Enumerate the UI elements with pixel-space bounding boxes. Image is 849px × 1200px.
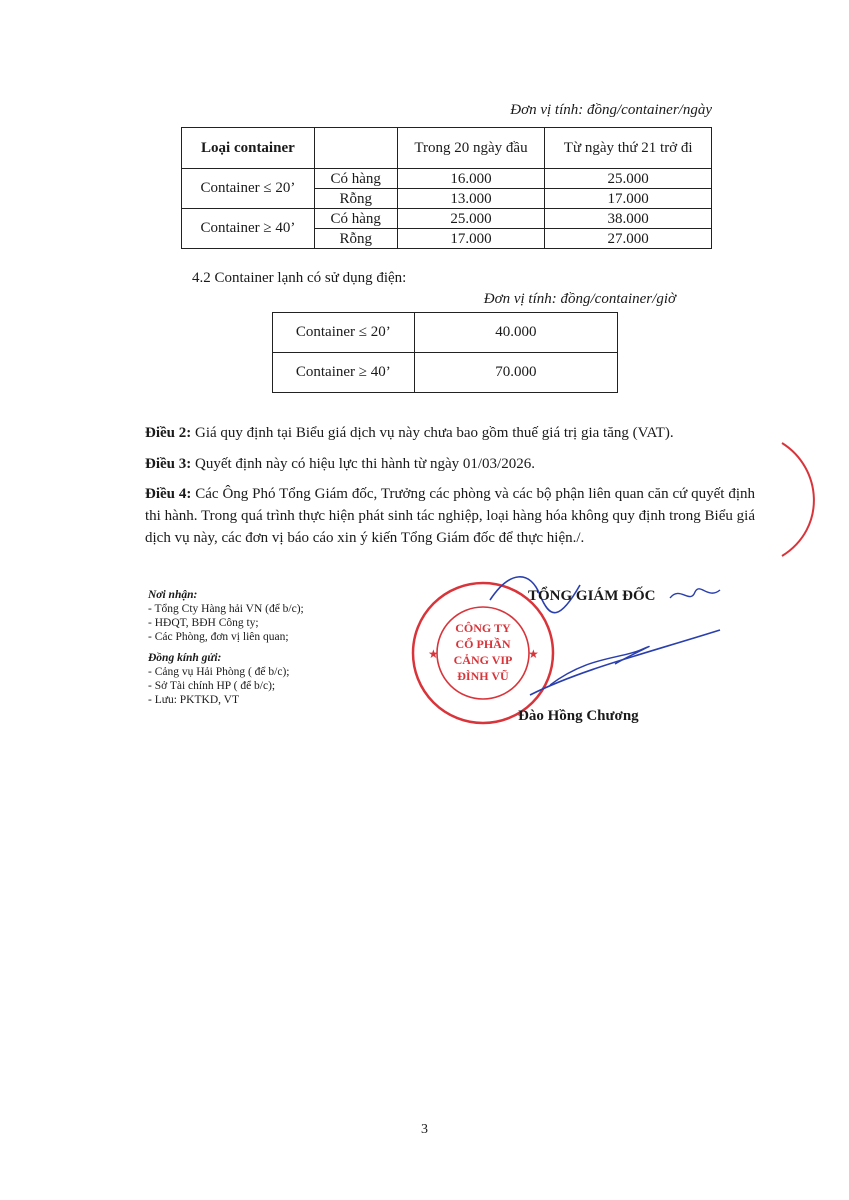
recipients-block <box>148 588 408 707</box>
signer-name: Đào Hồng Chương <box>518 708 639 724</box>
price-cell: 13.000 <box>397 189 545 209</box>
price-cell: 25.000 <box>397 209 545 229</box>
price-cell: 27.000 <box>545 229 712 249</box>
table-header-row <box>182 128 712 169</box>
container-type: Container ≥ 40’ <box>273 353 415 393</box>
stamp-line: CỔ PHẦN <box>455 637 511 651</box>
section-4-2-title: 4.2 Container lạnh có sử dụng điện: <box>192 270 407 286</box>
reefer-fee-table <box>272 312 618 393</box>
article-2 <box>145 422 755 444</box>
handwritten-signature <box>470 560 730 710</box>
list-item: - Cảng vụ Hải Phòng ( để b/c); <box>148 666 290 678</box>
signer-title: TỔNG GIÁM ĐỐC <box>528 588 656 604</box>
article-3 <box>145 453 755 475</box>
header-type: Loại container <box>182 128 315 169</box>
header-status <box>314 128 397 169</box>
status-cell: Có hàng <box>314 169 397 189</box>
star-icon: ★ <box>528 647 539 661</box>
table-row <box>182 169 712 189</box>
table-row <box>273 353 618 393</box>
price-cell: 16.000 <box>397 169 545 189</box>
table2-unit: Đơn vị tính: đồng/container/giờ <box>483 291 676 307</box>
status-cell: Có hàng <box>314 209 397 229</box>
list-item: - Các Phòng, đơn vị liên quan; <box>148 631 289 643</box>
container-type: Container ≥ 40’ <box>182 209 315 249</box>
price-cell: 25.000 <box>545 169 712 189</box>
price-cell: 17.000 <box>545 189 712 209</box>
container-type: Container ≤ 20’ <box>182 169 315 209</box>
cc-heading: Đồng kính gửi: <box>148 652 222 664</box>
recipients-heading: Nơi nhận: <box>148 589 198 601</box>
table-row <box>273 313 618 353</box>
article-4 <box>145 483 755 549</box>
header-from21: Từ ngày thứ 21 trở đi <box>545 128 712 169</box>
article-text: Giá quy định tại Biểu giá dịch vụ này chưa bao gồm thuế giá trị gia tăng (VAT). <box>191 425 674 441</box>
table-row <box>182 209 712 229</box>
article-text: Quyết định này có hiệu lực thi hành từ ngày 01/03/2026. <box>191 456 535 472</box>
container-type: Container ≤ 20’ <box>273 313 415 353</box>
storage-fee-table <box>181 127 712 249</box>
page-number: 3 <box>421 1122 428 1137</box>
price-cell: 40.000 <box>414 313 617 353</box>
header-first20: Trong 20 ngày đầu <box>397 128 545 169</box>
table1-unit: Đơn vị tính: đồng/container/ngày <box>510 102 712 118</box>
star-icon: ★ <box>428 647 439 661</box>
list-item: - Sở Tài chính HP ( để b/c); <box>148 680 276 692</box>
price-cell: 17.000 <box>397 229 545 249</box>
stamp-line: ĐÌNH VŨ <box>457 669 509 683</box>
stamp-line: CẢNG VIP <box>453 653 513 667</box>
list-item: - HĐQT, BĐH Công ty; <box>148 617 259 629</box>
stamp-line: CÔNG TY <box>455 621 511 635</box>
price-cell: 70.000 <box>414 353 617 393</box>
article-label: Điều 4: <box>145 486 192 502</box>
price-cell: 38.000 <box>545 209 712 229</box>
article-text: Các Ông Phó Tổng Giám đốc, Trưởng các phòng và các bộ phận liên quan căn cứ quyết định thi hành. Trong quá trình thực hiện phát sinh tác nghiệp, loại hàng hóa không quy định trong Biểu giá dịch vụ này, các đơn vị báo cáo xin ý kiến Tổng Giám đốc để thực hiện./. <box>145 486 755 546</box>
list-item: - Tổng Cty Hàng hải VN (để b/c); <box>148 603 304 615</box>
status-cell: Rỗng <box>314 229 397 249</box>
status-cell: Rỗng <box>314 189 397 209</box>
article-label: Điều 3: <box>145 456 192 472</box>
page-edge-stamp-fragment <box>772 438 820 558</box>
article-label: Điều 2: <box>145 425 192 441</box>
list-item: - Lưu: PKTKD, VT <box>148 694 239 706</box>
